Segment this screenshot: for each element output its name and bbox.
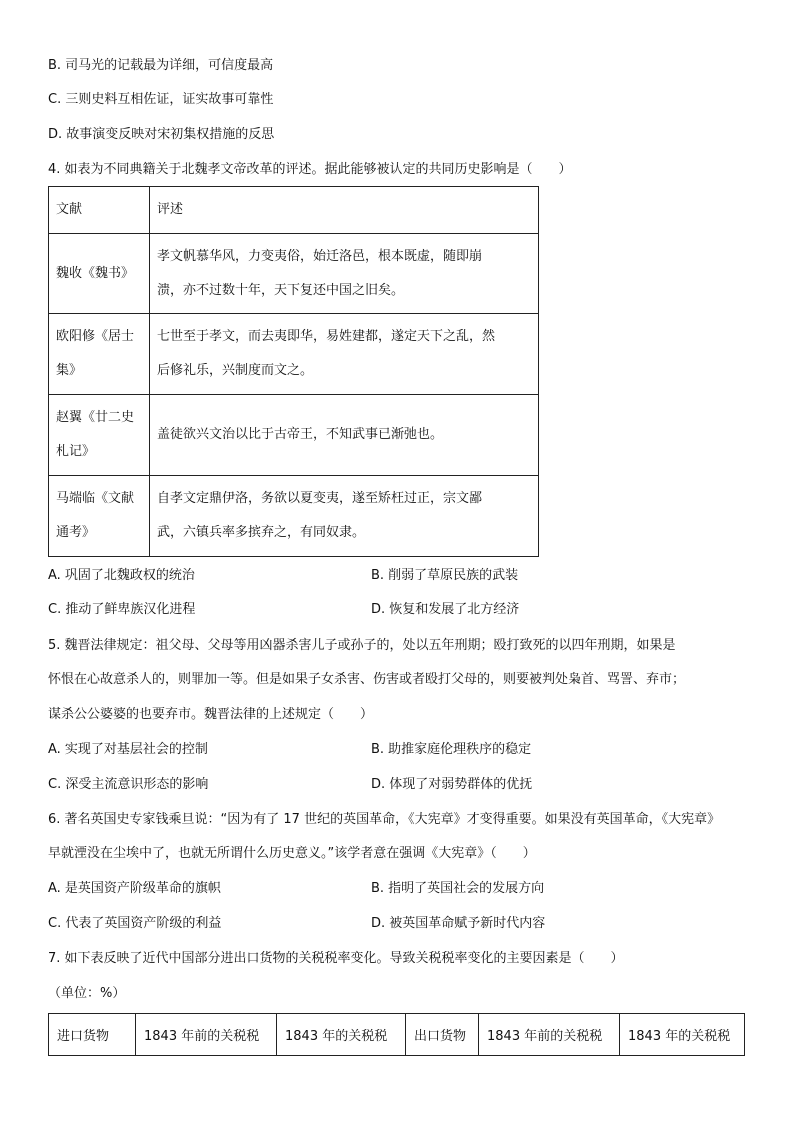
q5-option-a: A. 实现了对基层社会的控制 <box>48 742 208 757</box>
table-cell-comment <box>150 234 539 314</box>
q5-option-b: B. 助推家庭伦理秩序的稳定 <box>371 742 532 757</box>
q6-option-d: D. 被英国革命赋予新时代内容 <box>371 916 546 931</box>
table-row <box>49 234 539 314</box>
table-cell-source <box>49 314 150 395</box>
option-d: D. 故事演变反映对宋初集权措施的反思 <box>48 127 275 142</box>
cell-line: 盖徒欲兴文治以比于古帝王，不知武事已渐弛也。 <box>157 427 444 442</box>
table-header-row <box>49 187 539 234</box>
q4-option-c: C. 推动了鲜卑族汉化进程 <box>48 602 196 617</box>
table-cell-source <box>49 234 150 314</box>
table-header-cell: 评述 <box>150 187 539 234</box>
q6-option-c: C. 代表了英国资产阶级的利益 <box>48 916 222 931</box>
q7-stem: 7. 如下表反映了近代中国部分进出口货物的关税税率变化。导致关税税率变化的主要因素是（ ） <box>48 951 624 966</box>
cell-line: 自孝文定鼎伊洛，务欲以夏变夷，遂至矫枉过正，宗文鄙 <box>157 491 483 506</box>
table-header-cell: 1843 年前的关税税 <box>136 1014 277 1056</box>
q5-option-c: C. 深受主流意识形态的影响 <box>48 777 209 792</box>
q6-stem-line: 早就湮没在尘埃中了，也就无所谓什么历史意义。”该学者意在强调《大宪章》（ ） <box>48 846 536 861</box>
table-cell-comment <box>150 314 539 395</box>
cell-line: 溃，亦不过数十年，天下复还中国之旧矣。 <box>157 282 405 298</box>
cell-line: 魏收《魏书》 <box>56 265 135 281</box>
q5-stem-line: 5. 魏晋法律规定：祖父母、父母等用凶器杀害儿子或孙子的，处以五年刑期；殴打致死的以四年刑期，如果是 <box>48 638 676 653</box>
cell-line: 马端临《文献 <box>56 491 135 506</box>
q4-table <box>48 186 539 557</box>
table-row <box>49 314 539 395</box>
table-header-cell: 1843 年的关税税 <box>277 1014 406 1056</box>
table-header-cell: 进口货物 <box>49 1014 136 1056</box>
cell-line: 集》 <box>56 363 83 378</box>
table-header-row <box>49 1014 745 1056</box>
table-cell-comment <box>150 395 539 476</box>
q7-unit: （单位：%） <box>48 986 126 1001</box>
cell-line: 通考》 <box>56 525 96 540</box>
cell-line: 赵翼《廿二史 <box>56 410 135 425</box>
option-c: C. 三则史料互相佐证，证实故事可靠性 <box>48 92 274 107</box>
option-b: B. 司马光的记载最为详细，可信度最高 <box>48 58 274 73</box>
q6-stem-line: 6. 著名英国史专家钱乘旦说：“因为有了 17 世纪的英国革命，《大宪章》才变得重要。如果没有英国革命，《大宪章》 <box>48 812 721 827</box>
q4-option-d: D. 恢复和发展了北方经济 <box>371 602 520 617</box>
table-row <box>49 476 539 557</box>
q7-table <box>48 1013 745 1056</box>
cell-line: 七世至于孝文，而去夷即华，易姓建都，遂定天下之乱，然 <box>157 329 496 344</box>
table-header-cell: 1843 年的关税税 <box>620 1014 745 1056</box>
table-cell-source <box>49 476 150 557</box>
table-cell-comment <box>150 476 539 557</box>
q4-option-a: A. 巩固了北魏政权的统治 <box>48 568 195 583</box>
table-header-cell: 出口货物 <box>406 1014 479 1056</box>
table-header-cell: 文献 <box>49 187 150 234</box>
cell-line: 后修礼乐，兴制度而文之。 <box>157 363 314 378</box>
cell-line: 欧阳修《居士 <box>56 329 135 344</box>
cell-line: 札记》 <box>56 444 96 459</box>
cell-line: 武，六镇兵率多摈弃之，有同奴隶。 <box>157 525 366 540</box>
table-cell-source <box>49 395 150 476</box>
q6-option-a: A. 是英国资产阶级革命的旗帜 <box>48 881 221 896</box>
table-header-cell: 1843 年前的关税税 <box>479 1014 620 1056</box>
q5-option-d: D. 体现了对弱势群体的优抚 <box>371 777 533 792</box>
q4-option-b: B. 削弱了草原民族的武装 <box>371 568 519 583</box>
table-row <box>49 395 539 476</box>
q4-stem: 4. 如表为不同典籍关于北魏孝文帝改革的评述。据此能够被认定的共同历史影响是（ ） <box>48 162 572 177</box>
q6-option-b: B. 指明了英国社会的发展方向 <box>371 881 545 896</box>
q5-stem-line: 谋杀公公婆婆的也要弃市。魏晋法律的上述规定（ ） <box>48 707 374 722</box>
cell-line: 孝文帆慕华风，力变夷俗，始迁洛邑，根本既虚，随即崩 <box>157 248 483 264</box>
q5-stem-line: 怀恨在心故意杀人的，则罪加一等。但是如果子女杀害、伤害或者殴打父母的，则要被判处枭首、骂詈、弃市； <box>48 672 686 687</box>
